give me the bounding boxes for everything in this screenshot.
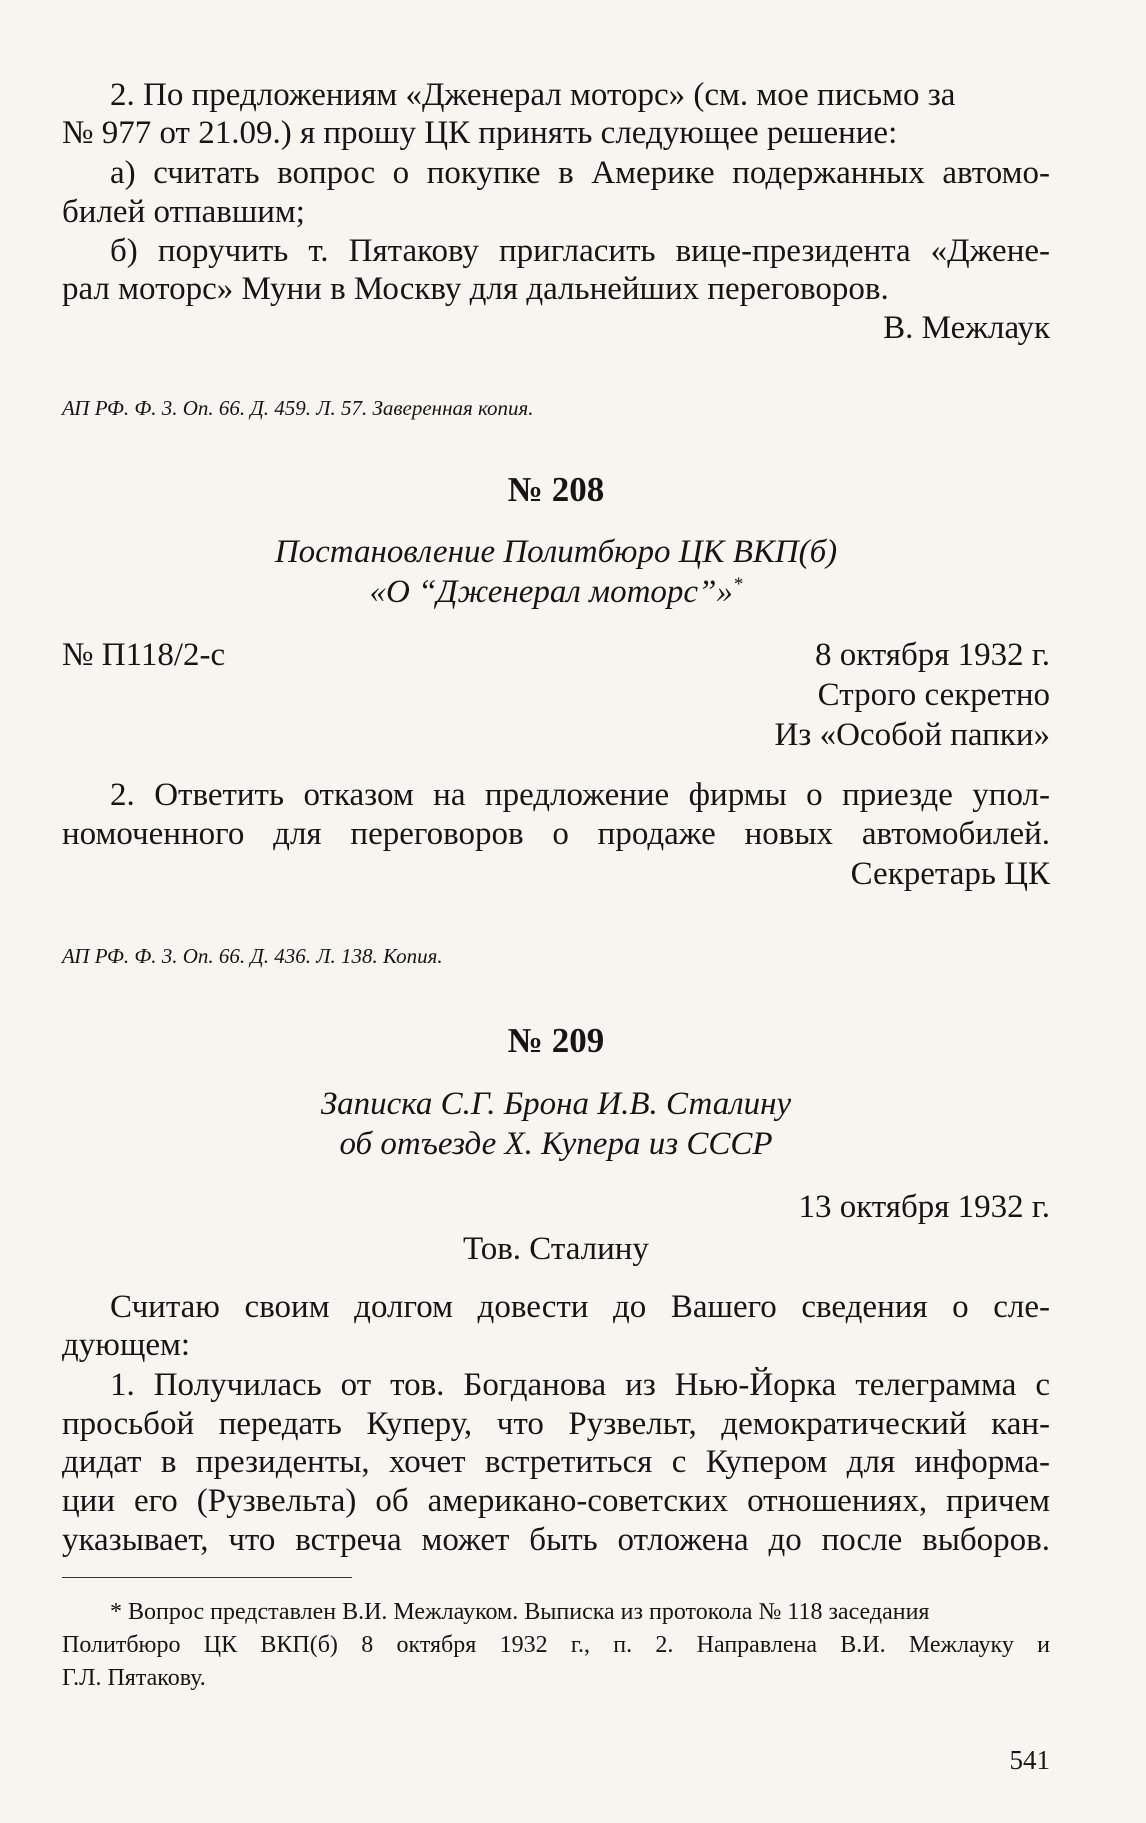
doc207-item2-line2: № 977 от 21.09.) я прошу ЦК принять следующее решение: — [62, 115, 898, 151]
doc208-body-line2: номоченного для переговоров о продаже новых автомобилей. — [62, 816, 1050, 852]
doc207-b-line1: б) поручить т. Пятакову пригласить вице-президента «Джене- — [110, 233, 1050, 269]
doc208-body-line1: 2. Ответить отказом на предложение фирмы о приезде упол- — [110, 777, 1050, 813]
doc209-p2-line3: дидат в президенты, хочет встретиться с Купером для информа- — [62, 1444, 1050, 1480]
doc209-p2-line2: просьбой передать Куперу, что Рузвельт, демократический кан- — [62, 1406, 1050, 1442]
footnote-line1: * Вопрос представлен В.И. Межлауком. Выписка из протокола № 118 заседания — [110, 1599, 930, 1625]
page-number: 541 — [1009, 1745, 1050, 1775]
doc208-reference-number: № П118/2-с — [62, 637, 226, 673]
doc208-date: 8 октября 1932 г. — [814, 637, 1050, 673]
doc207-a-line1: а) считать вопрос о покупке в Америке подержанных автомо- — [110, 155, 1050, 191]
doc207-signature: В. Межлаук — [883, 310, 1050, 346]
doc207-item2-line1: 2. По предложениям «Дженерал моторс» (см. мое письмо за — [110, 77, 956, 113]
doc209-number: № 209 — [507, 1021, 605, 1060]
doc208-title-line1: Постановление Политбюро ЦК ВКП(б) — [274, 534, 838, 570]
doc208-source: АП РФ. Ф. 3. Оп. 66. Д. 436. Л. 138. Копия. — [62, 944, 443, 968]
footnote-line2: Политбюро ЦК ВКП(б) 8 октября 1932 г., п. 2. Направлена В.И. Межлауку и — [62, 1632, 1050, 1658]
footnote-line3: Г.Л. Пятакову. — [62, 1665, 206, 1691]
doc207-source: АП РФ. Ф. 3. Оп. 66. Д. 459. Л. 57. Заверенная копия. — [62, 396, 534, 420]
doc209-p2-line1: 1. Получилась от тов. Богданова из Нью-Йорка телеграмма с — [110, 1367, 1050, 1403]
doc209-addressee: Тов. Сталину — [463, 1231, 649, 1267]
doc208-number: № 208 — [507, 470, 605, 509]
footnote-marker: * — [732, 574, 743, 595]
doc209-p2-line5: указывает, что встреча может быть отложена до после выборов. — [62, 1522, 1050, 1558]
doc208-folder-stamp: Из «Особой папки» — [774, 717, 1050, 753]
doc208-title-line2: «О “Дженерал моторс”»* — [369, 574, 743, 610]
doc207-a-line2: билей отпавшим; — [62, 194, 305, 230]
doc209-date: 13 октября 1932 г. — [798, 1189, 1050, 1225]
footnote-divider — [62, 1577, 352, 1578]
doc208-signature: Секретарь ЦК — [850, 856, 1050, 892]
doc209-title-line2: об отъезде Х. Купера из СССР — [339, 1126, 773, 1162]
doc207-b-line2: рал моторс» Муни в Москву для дальнейших переговоров. — [62, 271, 889, 307]
doc209-title-line1: Записка С.Г. Брона И.В. Сталину — [320, 1086, 792, 1122]
doc209-p1-line1: Считаю своим долгом довести до Вашего сведения о сле- — [110, 1289, 1050, 1325]
doc209-p1-line2: дующем: — [62, 1327, 191, 1363]
doc208-secrecy-stamp: Строго секретно — [817, 677, 1050, 713]
doc209-p2-line4: ции его (Рузвельта) об американо-советских отношениях, причем — [62, 1483, 1050, 1519]
